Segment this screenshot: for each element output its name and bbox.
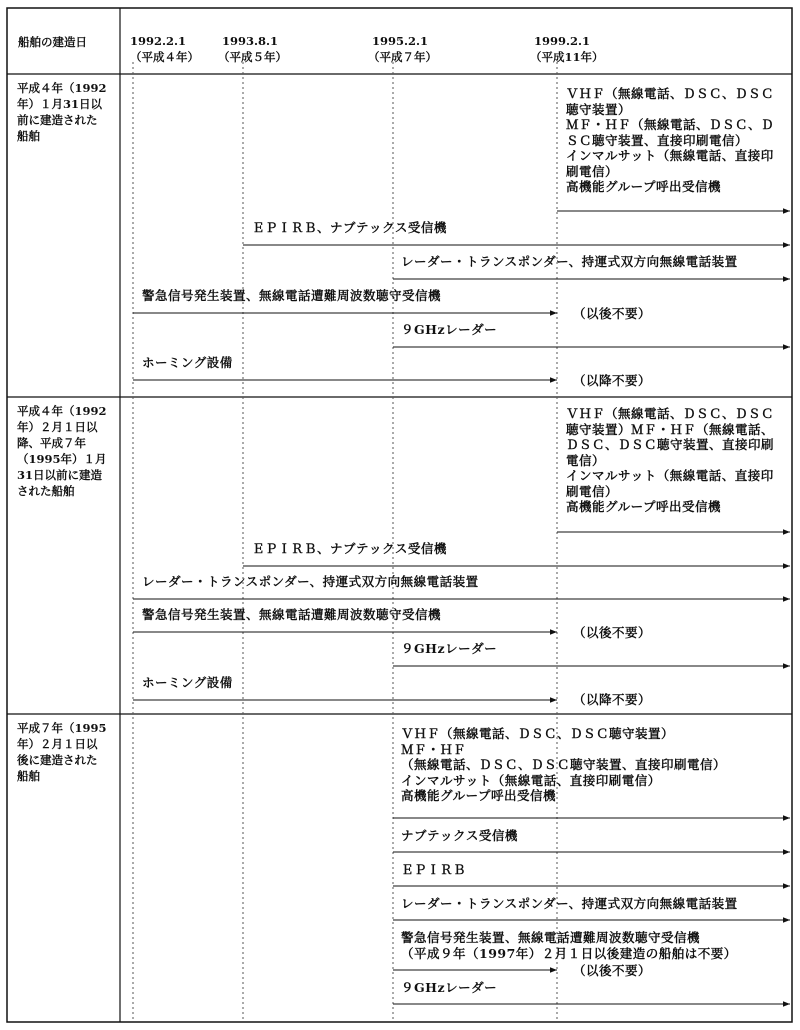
equipment-epirb-navtex: ＥＰＩＲＢ、ナブテックス受信機 bbox=[252, 541, 447, 556]
date-value: 1992.2.1 bbox=[130, 34, 187, 48]
item-line: 聴守装置）ＭＦ・ＨＦ（無線電話、 bbox=[566, 421, 775, 437]
equipment-sart-radio: レーダー・トランスポンダー、持運式双方向無線電話装置 bbox=[401, 896, 738, 911]
date-column-1992 bbox=[130, 33, 199, 65]
date-value: 1993.8.1 bbox=[222, 34, 279, 48]
equipment-sart-radio: レーダー・トランスポンダー、持運式双方向無線電話装置 bbox=[142, 574, 479, 589]
equipment-homing: ホーミング設備 bbox=[142, 675, 233, 690]
equipment-epirb-navtex: ＥＰＩＲＢ、ナブテックス受信機 bbox=[252, 220, 447, 235]
item-line: 聴守装置） bbox=[566, 101, 632, 117]
equipment-navtex: ナブテックス受信機 bbox=[401, 828, 518, 843]
equipment-9ghz-radar: ９GHzレーダー bbox=[401, 641, 498, 656]
equipment-alarm-receiver bbox=[401, 930, 737, 961]
date-era: （平成５年） bbox=[218, 50, 287, 64]
item-line: インマルサット（無線電話、直接印 bbox=[566, 148, 774, 163]
note-no-longer-required: （以後不要） bbox=[573, 306, 652, 321]
note-no-longer-required: （以降不要） bbox=[573, 692, 652, 707]
date-column-1995 bbox=[368, 33, 437, 65]
item-line: ＭＦ・ＨＦ bbox=[401, 741, 467, 757]
item-line: ＶＨＦ（無線電話、ＤＳＣ、ＤＳＣ bbox=[566, 406, 775, 421]
item-line: 高機能グループ呼出受信機 bbox=[566, 499, 722, 514]
label-line: 降、平成７年 bbox=[17, 436, 86, 450]
date-value: 1999.2.1 bbox=[534, 34, 591, 48]
equipment-sart-radio: レーダー・トランスポンダー、持運式双方向無線電話装置 bbox=[401, 254, 738, 269]
section-label-2 bbox=[17, 403, 107, 499]
item-line: ＶＨＦ（無線電話、ＤＳＣ、ＤＳＣ bbox=[566, 86, 775, 101]
item-line: 高機能グループ呼出受信機 bbox=[566, 179, 722, 194]
item-line: 刷電信） bbox=[566, 483, 619, 499]
note-no-longer-required: （以後不要） bbox=[573, 963, 652, 978]
label-line: 船舶 bbox=[17, 769, 40, 783]
equipment-gmdss-main bbox=[401, 726, 726, 804]
equipment-alarm-receiver: 警急信号発生装置、無線電話遭難周波数聴守受信機 bbox=[142, 288, 442, 303]
equipment-homing: ホーミング設備 bbox=[142, 355, 233, 370]
date-column-1999 bbox=[530, 33, 604, 65]
equipment-epirb: ＥＰＩＲＢ bbox=[401, 862, 467, 877]
section-label-3 bbox=[17, 720, 107, 784]
label-line: 年）２月１日以 bbox=[17, 420, 98, 434]
header-column-label: 船舶の建造日 bbox=[18, 35, 87, 49]
label-line: された船舶 bbox=[17, 484, 75, 498]
note-no-longer-required: （以降不要） bbox=[573, 373, 652, 388]
item-line: 高機能グループ呼出受信機 bbox=[401, 788, 557, 803]
note-no-longer-required: （以後不要） bbox=[573, 625, 652, 640]
item-line: 電信） bbox=[566, 452, 606, 468]
item-line: ＶＨＦ（無線電話、ＤＳＣ、ＤＳＣ聴守装置） bbox=[401, 726, 675, 741]
equipment-9ghz-radar: ９GHzレーダー bbox=[401, 980, 498, 995]
label-line: 後に建造された bbox=[17, 753, 98, 767]
label-line: 平成４年（1992 bbox=[17, 404, 107, 418]
label-line: 年）２月１日以 bbox=[17, 737, 98, 751]
label-line: 年）１月31日以 bbox=[17, 97, 103, 111]
date-era: （平成４年） bbox=[130, 50, 199, 64]
label-line: （1995年）１月 bbox=[17, 452, 107, 466]
equipment-gmdss-main bbox=[566, 86, 774, 195]
item-line: 刷電信） bbox=[566, 163, 619, 179]
item-line: ＳＣ聴守装置、直接印刷電信） bbox=[566, 132, 749, 148]
label-line: 平成７年（1995 bbox=[17, 721, 107, 735]
item-line: インマルサット（無線電話、直接印刷電信） bbox=[401, 772, 661, 788]
equipment-9ghz-radar: ９GHzレーダー bbox=[401, 322, 498, 337]
item-line: ＤＳＣ、ＤＳＣ聴守装置、直接印刷 bbox=[566, 437, 775, 452]
equipment-alarm-receiver: 警急信号発生装置、無線電話遭難周波数聴守受信機 bbox=[142, 607, 442, 622]
date-value: 1995.2.1 bbox=[372, 34, 429, 48]
label-line: 前に建造された bbox=[17, 113, 98, 127]
date-era: （平成７年） bbox=[368, 50, 437, 64]
item-line: 警急信号発生装置、無線電話遭難周波数聴守受信機 bbox=[401, 930, 701, 945]
item-line: （平成９年（1997年）２月１日以後建造の船舶は不要） bbox=[401, 945, 737, 961]
item-line: ＭＦ・ＨＦ（無線電話、ＤＳＣ、Ｄ bbox=[566, 117, 775, 132]
date-column-1993 bbox=[218, 33, 287, 65]
label-line: 船舶 bbox=[17, 129, 40, 143]
equipment-gmdss-main bbox=[566, 406, 774, 515]
label-line: 平成４年（1992 bbox=[17, 81, 107, 95]
item-line: （無線電話、ＤＳＣ、ＤＳＣ聴守装置、直接印刷電信） bbox=[401, 757, 727, 772]
section-label-1 bbox=[17, 80, 107, 144]
item-line: インマルサット（無線電話、直接印 bbox=[566, 468, 774, 483]
label-line: 31日以前に建造 bbox=[17, 468, 103, 482]
date-era: （平成11年） bbox=[530, 50, 604, 64]
